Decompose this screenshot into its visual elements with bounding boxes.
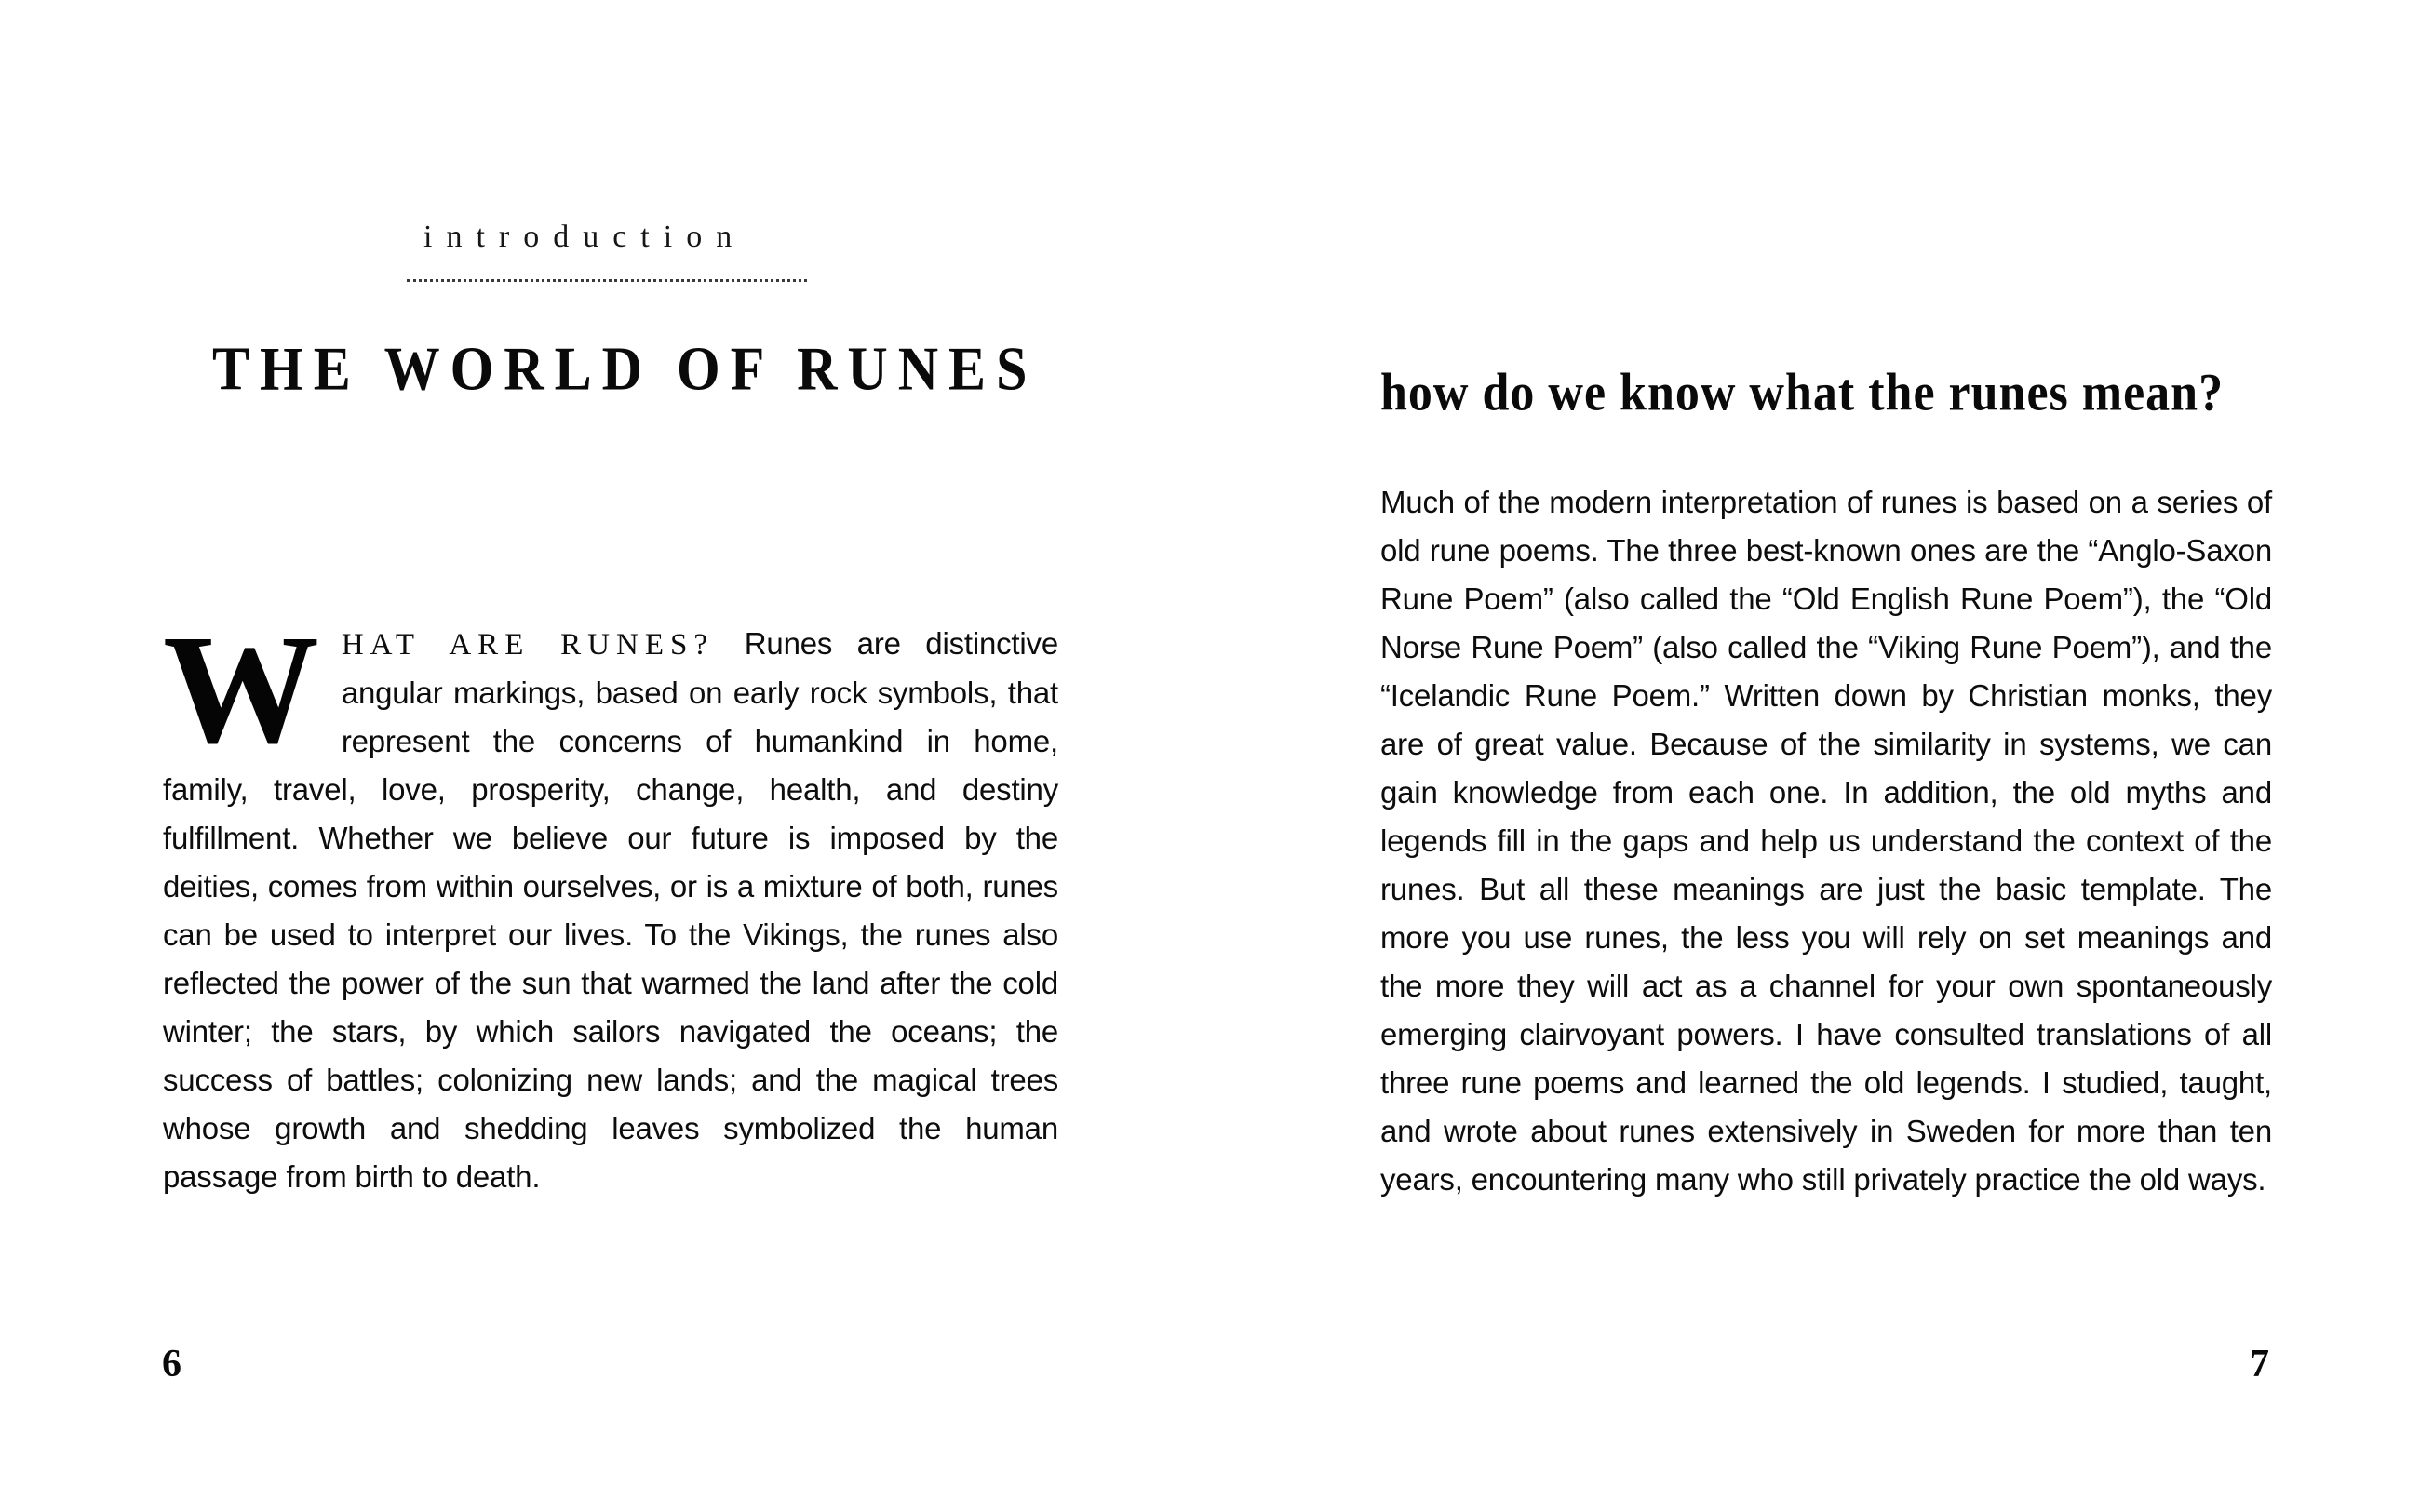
dropcap-letter: W: [163, 603, 319, 776]
section-heading: how do we know what the runes mean?: [1380, 364, 2225, 422]
section-kicker: introduction: [424, 220, 746, 254]
body-paragraph: Much of the modern interpretation of runes is based on a series of old rune poems. The three best-known ones are the “Anglo-Saxon Rune Poem” (also called the “Old English Rune Poem”), the “Old Norse Rune Poem” (also called the “Viking Rune Poem”), and the “Icelandic Rune Poem.” Written down by Christian monks, they are of great value. Because of the similarity in systems, we can gain knowledge from each one. In addition, the old myths and legends fill in the gaps and help us understand the context of the runes. But all these meanings are just the basic template. The more you use runes, the less you will rely on set meanings and the more they will act as a channel for your own spontaneously emerging clairvoyant powers. I have consulted translations of all three rune poems and learned the old legends. I studied, taught, and wrote about runes extensively in Sweden for more than ten years, encountering many who still privately practice the old ways.: [1380, 485, 2272, 1197]
page-number-left: 6: [162, 1343, 182, 1385]
chapter-title: THE WORLD OF RUNES: [212, 334, 1038, 404]
intro-paragraph-text: Runes are distinctive angular markings, based on early rock symbols, that represent the concerns of humankind in home, family, travel, love, prosperity, change, health, and destiny fulfillment. Whether we believe our future is imposed by the deities, comes from within ourselves, or is a mixture of both, runes can be used to interpret our lives. To the Vikings, the runes also reflected the power of the sun that warmed the land after the cold winter; the stars, by which sailors navigated the oceans; the success of battles; colonizing new lands; and the magical trees whose growth and shedding leaves symbolized the human passage from birth to death.: [163, 626, 1058, 1194]
lead-in-smallcaps: HAT ARE RUNES?: [341, 628, 745, 662]
page-number-right: 7: [2250, 1343, 2269, 1385]
